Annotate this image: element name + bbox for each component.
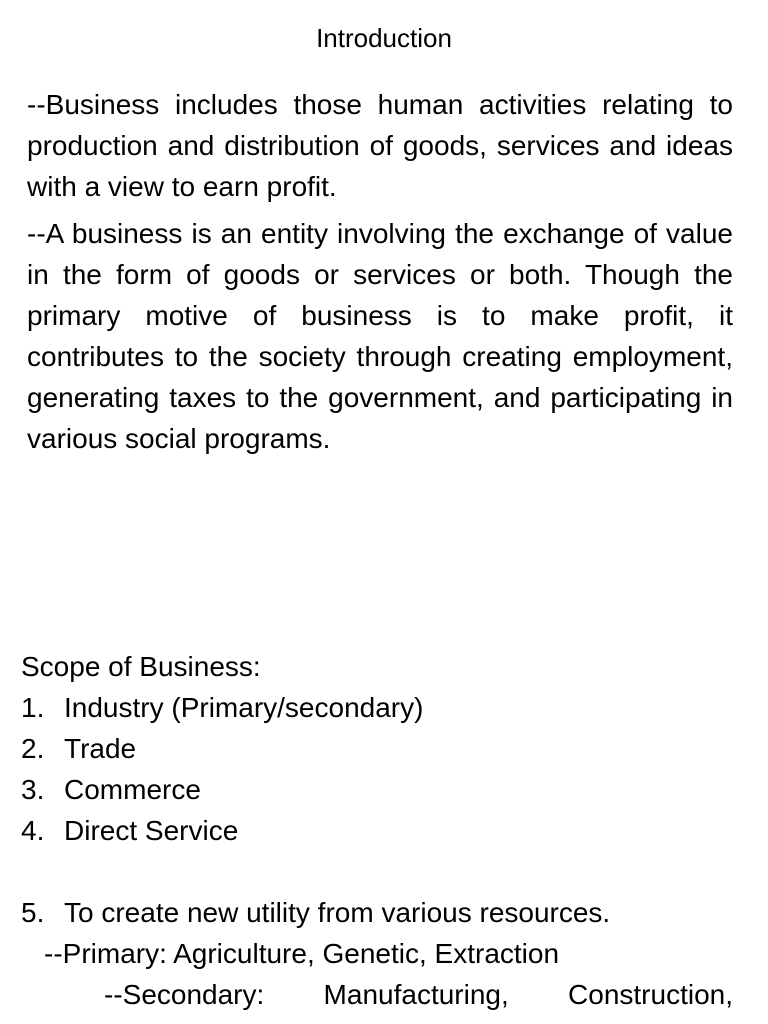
list-item (21, 810, 733, 851)
list-item (21, 687, 733, 728)
list-item (21, 728, 733, 769)
list-text: Commerce (64, 774, 201, 805)
list-item (21, 769, 733, 810)
list-number: 4. (21, 815, 45, 846)
list-item (21, 892, 733, 933)
primary-subitem: --Primary: Agriculture, Genetic, Extraction (44, 938, 560, 969)
scope-section (21, 646, 733, 1015)
intro-section (27, 84, 733, 465)
scope-list-continued (21, 892, 733, 933)
list-number: 3. (21, 774, 45, 805)
intro-paragraph-1: --Business includes those human activities relating to production and distribution of goods, services and ideas with a view to earn profit. (27, 89, 733, 202)
list-number: 5. (21, 897, 45, 928)
spacer (21, 851, 733, 892)
scope-heading: Scope of Business: (21, 651, 261, 682)
list-text: Trade (64, 733, 137, 764)
list-number: 2. (21, 733, 45, 764)
list-number: 1. (21, 692, 45, 723)
list-text: Direct Service (64, 815, 239, 846)
scope-list (21, 687, 733, 851)
intro-paragraph-2: --A business is an entity involving the exchange of value in the form of goods or services or both. Though the primary motive of business is to make profit, it contributes to the society through creating employment, generating taxes to the government, and participating in various social programs. (27, 218, 733, 454)
list-text: To create new utility from various resources. (64, 897, 611, 928)
list-text: Industry (Primary/secondary) (64, 692, 424, 723)
secondary-subitem: --Secondary: Manufacturing, Construction, (104, 979, 733, 1010)
page-title: Introduction (316, 23, 452, 53)
